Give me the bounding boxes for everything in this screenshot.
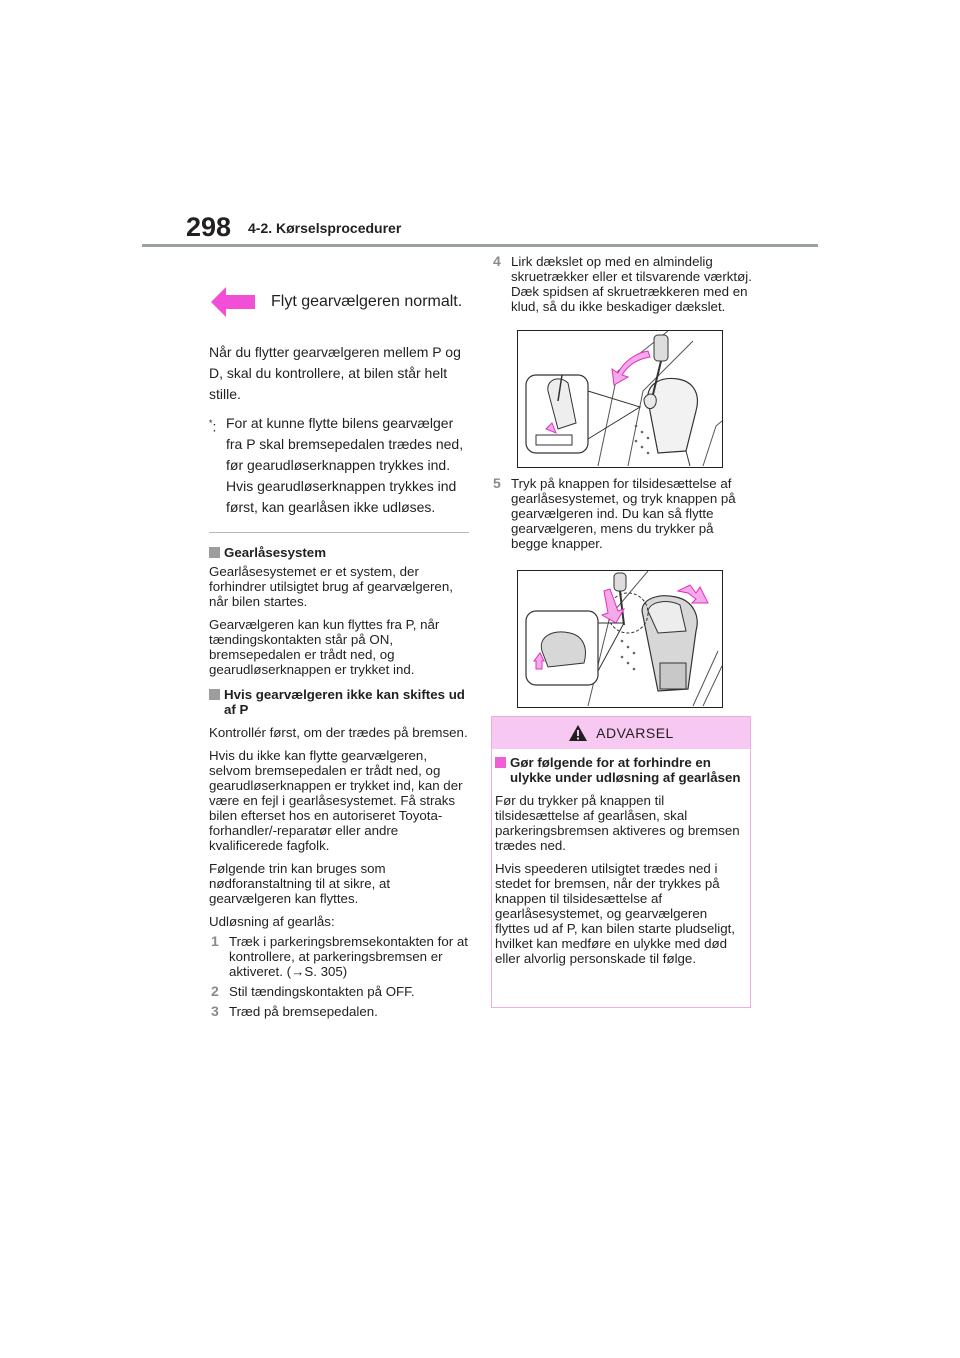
cannot-shift-heading bbox=[209, 687, 471, 717]
step-number: 5 bbox=[493, 475, 501, 491]
figure-press-buttons bbox=[517, 570, 723, 708]
left-column bbox=[209, 282, 471, 1019]
cannot-shift-paragraph-4: Udløsning af gearlås: bbox=[209, 914, 335, 929]
cannot-shift-paragraph-2: Hvis du ikke kan flytte gearvælgeren, selvom bremsepedalen er trådt ned, og gearudløserknappen er trykket ind, kan der være en fejl i gearlåsesystemet. Få straks bilen efterset hos en autoriseret Toyota-forhandler/-reparatør eller andre kvalificerede fagfolk. bbox=[209, 748, 463, 853]
bullet-square-icon bbox=[209, 547, 220, 558]
step-number: 1 bbox=[211, 933, 219, 949]
intro-text: Når du flytter gearvælgeren mellem P og D, skal du kontrollere, at bilen står helt stille. bbox=[209, 344, 461, 402]
shift-lock-heading bbox=[209, 545, 471, 560]
step-text: Tryk på knappen for tilsidesættelse af gearlåsesystemet, og tryk knappen på gearvælgeren ind. Du kan så flytte gearvælgeren, mens du trykker på begge knapper. bbox=[511, 476, 736, 551]
warning-body bbox=[492, 749, 750, 966]
legend-text: Flyt gearvælgeren normalt. bbox=[271, 293, 463, 310]
warning-paragraph-1: Før du trykker på knappen til tilsidesættelse af gearlåsen, skal parkeringsbremsen aktiveres og bremsen trædes ned. bbox=[495, 793, 740, 853]
step-5 bbox=[491, 476, 753, 551]
shift-lock-heading-text: Gearlåsesystem bbox=[224, 545, 327, 560]
cannot-shift-heading-text: Hvis gearvælgeren ikke kan skiftes ud af P bbox=[224, 687, 465, 717]
legend bbox=[211, 282, 471, 322]
shift-lock-paragraph-2: Gearvælgeren kan kun flyttes fra P, når tændingskontakten står på ON, bremsepedalen er trådt ned, og gearudløserknappen er trykket ind. bbox=[209, 617, 440, 677]
step-text: Træd på bremsepedalen. bbox=[229, 1004, 378, 1019]
warning-heading bbox=[495, 755, 745, 785]
footnote bbox=[209, 413, 471, 518]
step-1 bbox=[209, 934, 471, 979]
step-text: Lirk dækslet op med en almindelig skruetrækker eller et tilsvarende værktøj. Dæk spidsen af skruetrækkeren med en klud, så du ikke beskadiger dækslet. bbox=[511, 254, 752, 314]
divider bbox=[209, 532, 469, 533]
footnote-mark: * bbox=[209, 418, 213, 428]
warning-box bbox=[491, 716, 751, 1008]
warning-header bbox=[492, 717, 750, 749]
warning-triangle-icon bbox=[568, 724, 588, 742]
page-number: 298 bbox=[186, 212, 232, 242]
header-rule bbox=[142, 244, 818, 247]
step-3 bbox=[209, 1004, 471, 1019]
warning-heading-text: Gør følgende for at forhindre en ulykke under udløsning af gearlåsen bbox=[510, 755, 741, 785]
right-column bbox=[491, 254, 753, 1008]
step-text: Træk i parkeringsbremsekontakten for at kontrollere, at parkeringsbremsen er aktiveret. (→S. 305) bbox=[229, 934, 468, 979]
warning-title: ADVARSEL bbox=[596, 725, 674, 741]
step-number: 2 bbox=[211, 983, 219, 999]
warning-paragraph-2: Hvis speederen utilsigtet trædes ned i stedet for bremsen, når der trykkes på knappen til tilsidesættelse af gearlåsesystemet, og gearvælgeren flyttes ud af P, kan bilen starte pludseligt, hvilket kan medføre en ulykke med død eller alvorlig personskade til følge. bbox=[495, 861, 735, 966]
bullet-square-icon bbox=[209, 689, 220, 700]
step-text: Stil tændingskontakten på OFF. bbox=[229, 984, 415, 999]
step-number: 3 bbox=[211, 1003, 219, 1019]
shift-lock-override-illustration bbox=[518, 571, 722, 707]
bullet-square-icon bbox=[495, 757, 506, 768]
figure-pry-cover bbox=[517, 330, 723, 468]
step-4 bbox=[491, 254, 753, 314]
cannot-shift-paragraph-1: Kontrollér først, om der trædes på bremsen. bbox=[209, 725, 468, 740]
step-number: 4 bbox=[493, 253, 501, 269]
section-header: 4-2. Kørselsprocedurer bbox=[248, 220, 402, 236]
footnote-colon: : bbox=[212, 418, 217, 435]
magenta-left-arrow-icon bbox=[211, 287, 255, 317]
footnote-text: For at kunne flytte bilens gearvælger fra P skal bremsepedalen trædes ned, før gearudløserknappen trykkes ind. Hvis gearudløserknappen trykkes ind først, kan gearlåsen ikke udløses. bbox=[226, 415, 464, 515]
shift-lock-paragraph-1: Gearlåsesystemet er et system, der forhindrer utilsigtet brug af gearvælgeren, når bilen startes. bbox=[209, 564, 453, 609]
step-2 bbox=[209, 984, 471, 999]
cannot-shift-paragraph-3: Følgende trin kan bruges som nødforanstaltning til at sikre, at gearvælgeren kan flyttes. bbox=[209, 861, 391, 906]
gear-selector-cover-illustration bbox=[518, 331, 722, 467]
